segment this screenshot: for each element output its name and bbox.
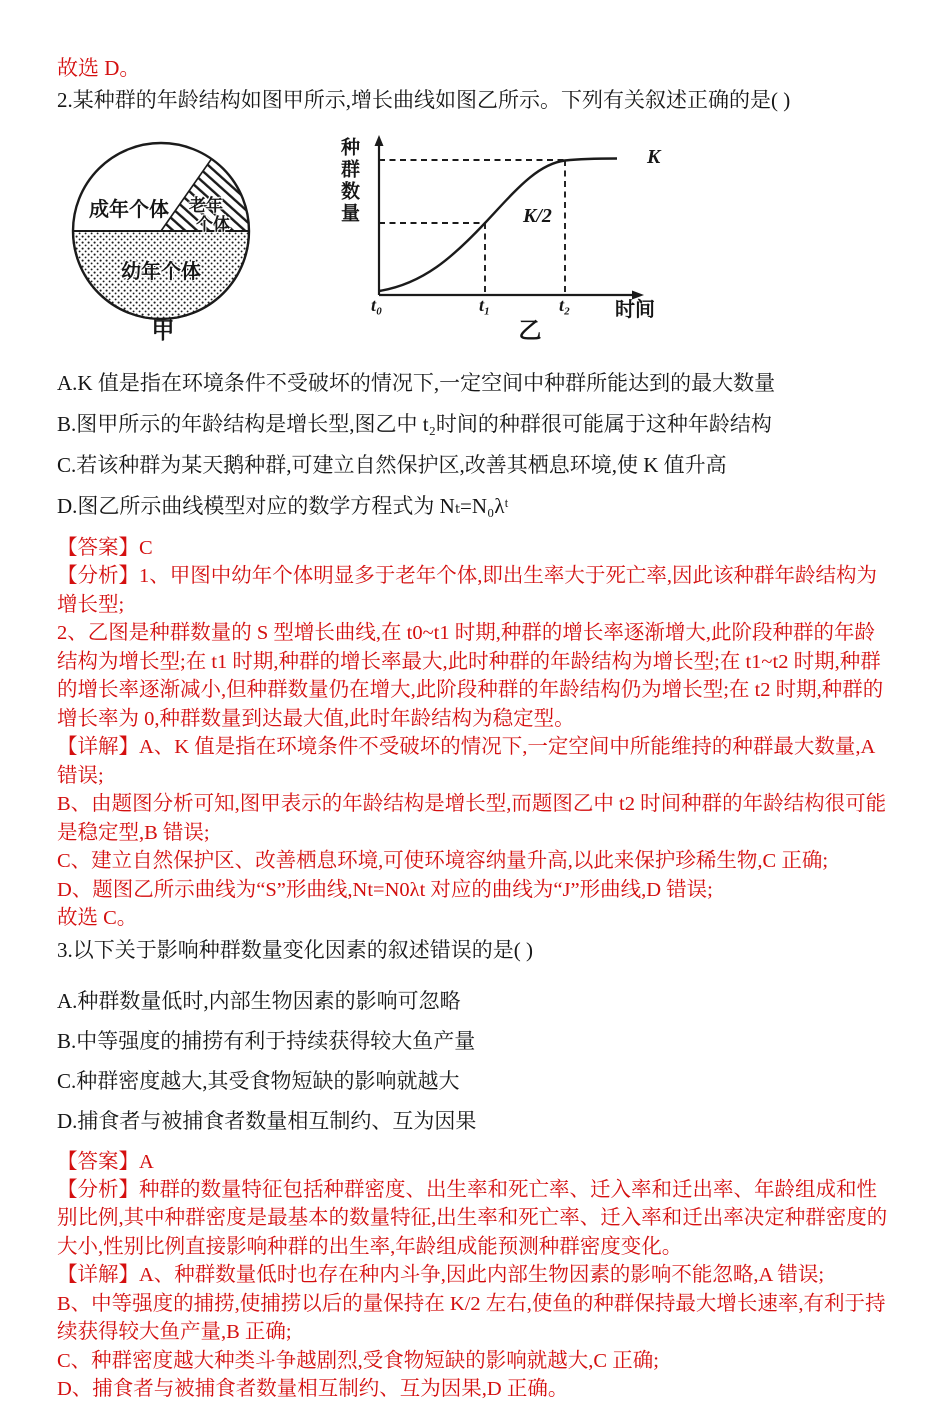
y-axis-arrow: [375, 135, 384, 146]
question-2-options: [57, 371, 893, 519]
pie-label-old-line2: 个体: [196, 215, 230, 234]
question-2-option-b: B.图甲所示的年龄结构是增长型,图乙中 t₂时间的种群很可能属于这种年龄结构: [57, 412, 772, 436]
question-2-detail-a: 【详解】A、K 值是指在环境条件不受破坏的情况下,一定空间中所能维持的种群最大数量,A 错误;: [57, 736, 875, 787]
figure-yi-growth-curve: [335, 133, 665, 345]
question-3-detail-c: C、种群密度越大种类斗争越剧烈,受食物短缺的影响就越大,C 正确;: [57, 1349, 659, 1372]
question-2-stem: 2.某种群的年龄结构如图甲所示,增长曲线如图乙所示。下列有关叙述正确的是( ): [57, 88, 791, 112]
pie-label-old-line1: 老年: [189, 196, 223, 215]
x-axis-label: 时间: [615, 299, 655, 321]
logistic-growth-curve: [379, 159, 617, 292]
question-2-detail-b: B、由题图分析可知,图甲表示的年龄结构是增长型,而题图乙中 t2 时间种群的年龄结构很可能是稳定型,B 错误;: [57, 793, 887, 844]
question-2-option-d: D.图乙所示曲线模型对应的数学方程式为 Nₜ=N₀λᵗ: [57, 494, 509, 518]
question-2-figures: [63, 133, 893, 345]
k-label: K: [647, 146, 661, 168]
t0-tick-label: t₀: [371, 295, 383, 315]
growth-curve-plot: [365, 133, 657, 309]
question-3-detail-a: 【详解】A、种群数量低时也存在种内斗争,因此内部生物因素的影响不能忽略,A 错误;: [57, 1264, 825, 1286]
question-2-conclusion: 故选 C。: [57, 907, 138, 929]
question-3-option-a: A.种群数量低时,内部生物因素的影响可忽略: [57, 988, 461, 1013]
question-2-option-c: C.若该种群为某天鹅种群,可建立自然保护区,改善其栖息环境,使 K 值升高: [57, 453, 727, 477]
question-3-option-b: B.中等强度的捕捞有利于持续获得较大鱼产量: [57, 1028, 476, 1053]
figure-jia-caption: 甲: [151, 318, 175, 343]
t2-tick-label: t₂: [559, 295, 571, 315]
question-2-analysis-p1: 【分析】1、甲图中幼年个体明显多于老年个体,即出生率大于死亡率,因此该种群年龄结构为增长型;: [57, 565, 877, 616]
question-2-analysis-p2: 2、乙图是种群数量的 S 型增长曲线,在 t0~t1 时期,种群的增长率逐渐增大,此阶段种群的年龄结构为增长型;在 t1 时期,种群的增长率最大,此时种群的年龄结构为增长型;在 t1~t2 时期,种群的增长率逐渐减小,但种群数量仍在增大,此阶段种群的年龄结构仍为增长型;在 t2 时期,种群的增长率为 0,种群数量到达最大值,此时年龄结构为稳定型。: [57, 622, 884, 730]
y-axis-label: 种群数量: [338, 137, 359, 225]
question-3-answer: 【答案】A: [57, 1150, 154, 1173]
figure-yi-caption: 乙: [518, 318, 542, 343]
question-3-detail-b: B、中等强度的捕捞,使捕捞以后的量保持在 K/2 左右,使鱼的种群保持最大增长速率,有利于持续获得较大鱼产量,B 正确;: [57, 1292, 886, 1343]
question-3-options: [57, 989, 893, 1134]
question-2-detail-c: C、建立自然保护区、改善栖息环境,可使环境容纳量升高,以此来保护珍稀生物,C 正确;: [57, 850, 829, 872]
question-3-option-d: D.捕食者与被捕食者数量相互制约、互为因果: [57, 1108, 477, 1133]
question-2-option-a: A.K 值是指在环境条件不受破坏的情况下,一定空间中种群所能达到的最大数量: [57, 371, 776, 395]
question-3-stem: 3.以下关于影响种群数量变化因素的叙述错误的是( ): [57, 937, 533, 962]
question-3-detail-d: D、捕食者与被捕食者数量相互制约、互为因果,D 正确。: [57, 1378, 569, 1400]
previous-question-conclusion: 故选 D。: [57, 56, 141, 80]
question-3-option-c: C.种群密度越大,其受食物短缺的影响就越大: [57, 1068, 460, 1093]
pie-label-adult: 成年个体: [89, 199, 169, 221]
question-2-answer: 【答案】C: [57, 537, 153, 559]
pie-label-young: 幼年个体: [121, 261, 201, 283]
k-half-label: K/2: [523, 205, 552, 227]
question-3-solution: [57, 1149, 893, 1404]
question-3-analysis: 【分析】种群的数量特征包括种群密度、出生率和死亡率、迁入率和迁出率、年龄组成和性别比例,其中种群密度是最基本的数量特征,出生率和死亡率、迁入率和迁出率决定种群密度的大小,性别比例直接影响种群的出生率,年龄组成能预测种群密度变化。: [57, 1178, 888, 1258]
t1-tick-label: t₁: [479, 295, 491, 315]
question-2-solution: [57, 535, 893, 933]
question-2-detail-d: D、题图乙所示曲线为“S”形曲线,Nt=N0λt 对应的曲线为“J”形曲线,D 错误;: [57, 878, 713, 901]
figure-jia-age-structure: [63, 133, 283, 345]
